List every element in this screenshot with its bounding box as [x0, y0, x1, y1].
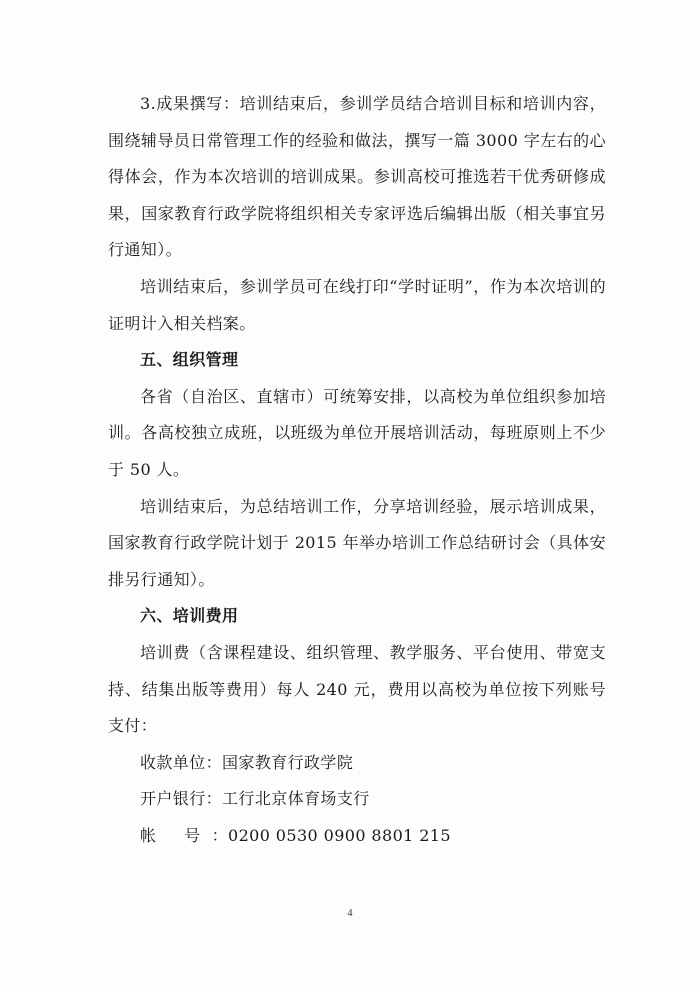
bank-label: 开户银行： [140, 789, 223, 809]
payee-label: 收款单位： [140, 752, 223, 772]
section-heading-fees: 六、培训费用 [140, 606, 239, 626]
account-line [108, 818, 606, 855]
section-heading-organization: 五、组织管理 [140, 350, 239, 370]
bank-line [108, 781, 606, 818]
document-body [108, 86, 606, 854]
paragraph-fees: 培训费（含课程建设、组织管理、教学服务、平台使用、带宽支持、结集出版等费用）每人 240 元，费用以高校为单位按下列账号支付： [108, 642, 606, 736]
paragraph-certificate: 培训结束后，参训学员可在线打印“学时证明”，作为本次培训的证明计入相关档案。 [108, 276, 606, 333]
paragraph-summary-seminar: 培训结束后，为总结培训工作，分享培训经验，展示培训成果，国家教育行政学院计划于 2015 年举办培训工作总结研讨会（具体安排另行通知）。 [108, 496, 606, 589]
payee-line [108, 745, 606, 782]
payee-value: 国家教育行政学院 [222, 752, 354, 772]
page-number: 4 [347, 908, 353, 919]
paragraph-results-writing: 3.成果撰写：培训结束后，参训学员结合培训目标和培训内容，围绕辅导员日常管理工作的经验和做法，撰写一篇 3000 字左右的心得体会，作为本次培训的培训成果。参训高校可推选若干优秀研修成果，国家教育行政学院将组织相关专家评选后编辑出版（相关事宜另行通知）。 [108, 94, 606, 260]
account-value: 0200 0530 0900 8801 215 [228, 825, 451, 845]
bank-value: 工行北京体育场支行 [222, 789, 370, 809]
account-label: 帐 号： [140, 825, 228, 845]
paragraph-organization-arrangement: 各省（自治区、直辖市）可统筹安排，以高校为单位组织参加培训。各高校独立成班，以班级为单位开展培训活动，每班原则上不少于 50 人。 [108, 386, 606, 479]
